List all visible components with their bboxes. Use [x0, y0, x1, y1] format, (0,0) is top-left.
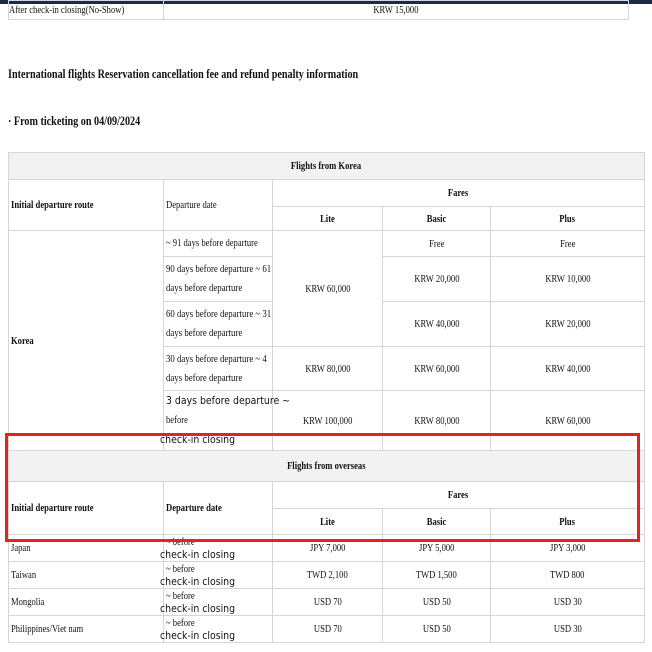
departure-date: ~ beforecheck-in closing — [164, 535, 273, 562]
route-korea: Korea — [9, 231, 164, 451]
lite-fee: KRW 60,000 — [273, 231, 383, 347]
lite-header: Lite — [273, 207, 383, 231]
basic-fee: USD 50 — [383, 589, 491, 616]
col-route-header: Initial departure route — [9, 482, 164, 535]
route-cell: Philippines/Viet nam — [9, 616, 164, 643]
no-show-fee: KRW 15,000 — [373, 4, 419, 16]
plus-fee: JPY 3,000 — [491, 535, 645, 562]
domestic-fee-table-tail — [8, 0, 629, 20]
table-row — [9, 562, 645, 589]
basic-header: Basic — [383, 207, 491, 231]
departure-date: 60 days before departure ~ 31 days before departure — [164, 302, 273, 347]
departure-date: 3 days before departure ~ before check-in closing — [164, 391, 273, 451]
basic-fee: Free — [383, 231, 491, 257]
basic-fee: KRW 20,000 — [383, 257, 491, 302]
plus-fee: USD 30 — [491, 589, 645, 616]
table-row — [9, 1, 629, 20]
cancellation-fee-table — [8, 152, 645, 643]
plus-fee: KRW 40,000 — [491, 347, 645, 391]
table-row — [9, 589, 645, 616]
section-heading: International flights Reservation cancellation fee and refund penalty information — [8, 66, 359, 81]
table-cell — [164, 1, 629, 20]
basic-fee: TWD 1,500 — [383, 562, 491, 589]
departure-date: 30 days before departure ~ 4 days before departure — [164, 347, 273, 391]
table-row — [9, 451, 645, 482]
lite-fee: USD 70 — [273, 589, 383, 616]
table-row — [9, 231, 645, 257]
lite-header: Lite — [273, 509, 383, 535]
table-row — [9, 153, 645, 180]
route-cell: Japan — [9, 535, 164, 562]
basic-fee: JPY 5,000 — [383, 535, 491, 562]
plus-header: Plus — [491, 207, 645, 231]
basic-header: Basic — [383, 509, 491, 535]
basic-fee: KRW 40,000 — [383, 302, 491, 347]
lite-fee: KRW 80,000 — [273, 347, 383, 391]
departure-date: ~ beforecheck-in closing — [164, 616, 273, 643]
col-date-header: Departure date — [164, 180, 273, 231]
lite-fee: USD 70 — [273, 616, 383, 643]
departure-date: ~ beforecheck-in closing — [164, 589, 273, 616]
no-show-label: After check-in closing(No-Show) — [9, 4, 125, 16]
col-route-header: Initial departure route — [9, 180, 164, 231]
plus-fee: TWD 800 — [491, 562, 645, 589]
col-date-header: Departure date — [164, 482, 273, 535]
plus-fee: USD 30 — [491, 616, 645, 643]
table-row — [9, 616, 645, 643]
plus-fee: KRW 10,000 — [491, 257, 645, 302]
plus-fee: Free — [491, 231, 645, 257]
departure-date: ~ beforecheck-in closing — [164, 562, 273, 589]
overseas-section-header: Flights from overseas — [9, 451, 645, 482]
table-row — [9, 482, 645, 509]
korea-section-header: Flights from Korea — [9, 153, 645, 180]
route-cell: Mongolia — [9, 589, 164, 616]
basic-fee: USD 50 — [383, 616, 491, 643]
departure-date: ~ 91 days before departure — [164, 231, 273, 257]
plus-fee: KRW 60,000 — [491, 391, 645, 451]
table-row — [9, 535, 645, 562]
fares-header: Fares — [273, 482, 645, 509]
departure-date: 90 days before departure ~ 61 days before departure — [164, 257, 273, 302]
fares-header: Fares — [273, 180, 645, 207]
lite-fee: TWD 2,100 — [273, 562, 383, 589]
basic-fee: KRW 60,000 — [383, 347, 491, 391]
table-cell — [9, 1, 164, 20]
table-row — [9, 180, 645, 207]
basic-fee: KRW 80,000 — [383, 391, 491, 451]
plus-header: Plus — [491, 509, 645, 535]
route-cell: Taiwan — [9, 562, 164, 589]
subsection-heading: · From ticketing on 04/09/2024 — [8, 113, 141, 128]
lite-fee: KRW 100,000 — [273, 391, 383, 451]
lite-fee: JPY 7,000 — [273, 535, 383, 562]
plus-fee: KRW 20,000 — [491, 302, 645, 347]
